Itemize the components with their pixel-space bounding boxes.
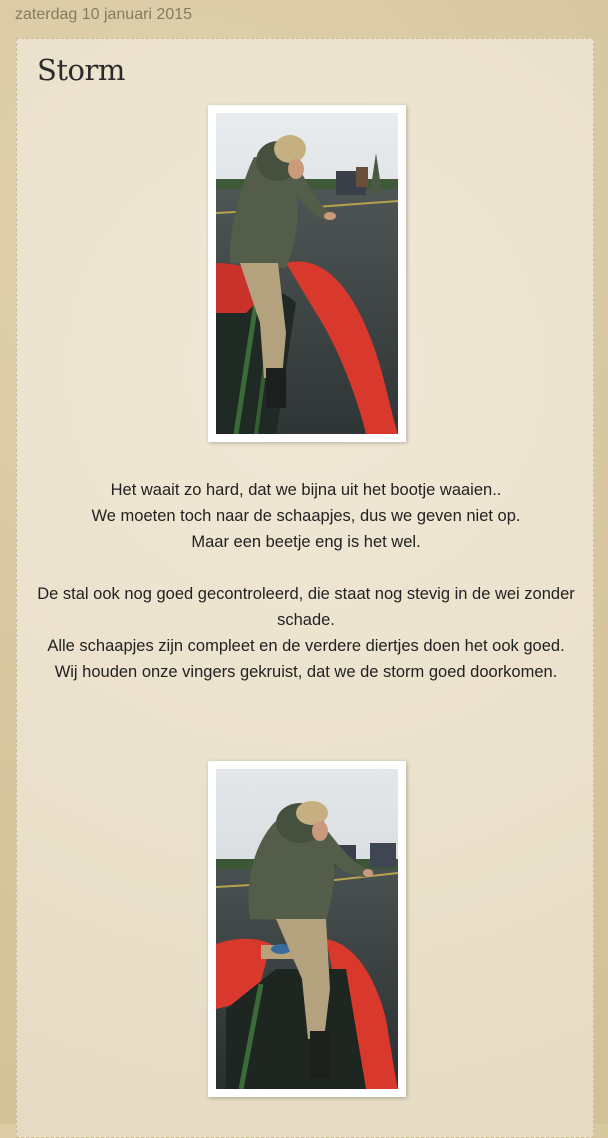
body-line: Alle schaapjes zijn compleet en de verdere diertjes doen het ook goed.	[47, 637, 565, 655]
post-body	[27, 477, 585, 685]
post-photo-2[interactable]	[208, 761, 406, 1097]
post-title[interactable]: Storm	[37, 53, 125, 87]
body-line: Maar een beetje eng is het wel.	[191, 533, 421, 551]
body-line: We moeten toch naar de schaapjes, dus we geven niet op.	[91, 507, 521, 525]
photo-man-in-boat	[216, 113, 398, 434]
body-line: Het waait zo hard, dat we bijna uit het bootje waaien..	[110, 481, 502, 499]
photo-man-in-boat-2	[216, 769, 398, 1089]
date-header: zaterdag 10 januari 2015	[15, 6, 193, 23]
body-line: De stal ook nog goed gecontroleerd, die staat nog stevig in de wei zonder schade.	[37, 585, 575, 629]
blog-post	[16, 38, 594, 1138]
body-line: Wij houden onze vingers gekruist, dat we de storm goed doorkomen.	[54, 663, 558, 681]
post-photo-1[interactable]	[208, 105, 406, 442]
